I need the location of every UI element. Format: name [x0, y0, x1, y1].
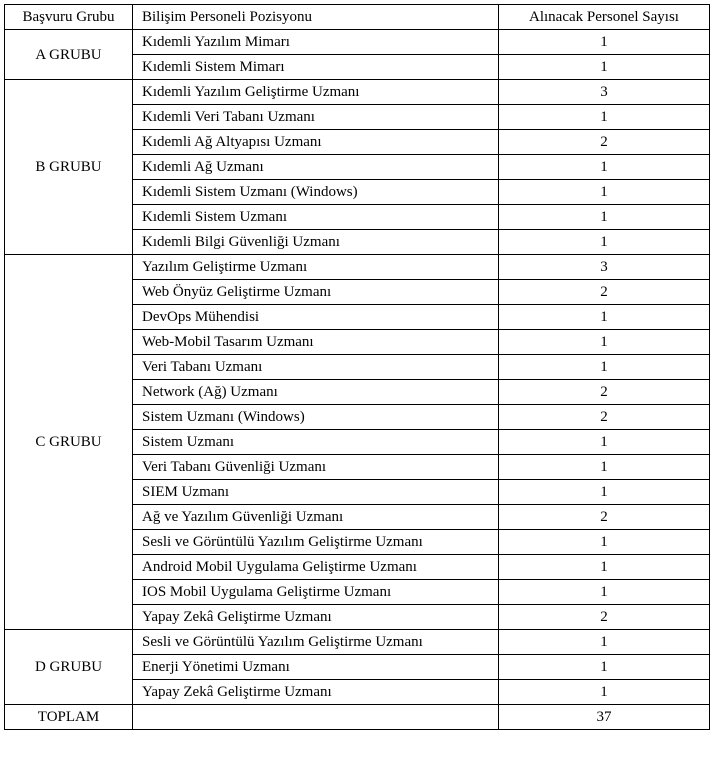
count-cell: 2	[499, 605, 710, 630]
count-cell: 1	[499, 480, 710, 505]
count-cell: 2	[499, 130, 710, 155]
count-cell: 1	[499, 530, 710, 555]
position-cell: Kıdemli Sistem Uzmanı (Windows)	[133, 180, 499, 205]
table-row	[5, 630, 710, 655]
total-empty-cell	[133, 705, 499, 730]
group-name: D GRUBU	[5, 630, 133, 705]
position-cell: Sistem Uzmanı	[133, 430, 499, 455]
count-cell: 2	[499, 380, 710, 405]
group-name: C GRUBU	[5, 255, 133, 630]
group-name: A GRUBU	[5, 30, 133, 80]
count-cell: 1	[499, 155, 710, 180]
personnel-table	[4, 4, 710, 730]
position-cell: Yapay Zekâ Geliştirme Uzmanı	[133, 680, 499, 705]
position-cell: Kıdemli Sistem Uzmanı	[133, 205, 499, 230]
count-cell: 2	[499, 505, 710, 530]
position-cell: Veri Tabanı Uzmanı	[133, 355, 499, 380]
position-cell: Sesli ve Görüntülü Yazılım Geliştirme Uzmanı	[133, 630, 499, 655]
count-cell: 1	[499, 305, 710, 330]
count-cell: 1	[499, 55, 710, 80]
header-count: Alınacak Personel Sayısı	[499, 5, 710, 30]
position-cell: IOS Mobil Uygulama Geliştirme Uzmanı	[133, 580, 499, 605]
count-cell: 1	[499, 455, 710, 480]
total-row	[5, 705, 710, 730]
count-cell: 1	[499, 430, 710, 455]
table-row	[5, 255, 710, 280]
position-cell: Kıdemli Ağ Altyapısı Uzmanı	[133, 130, 499, 155]
count-cell: 1	[499, 30, 710, 55]
position-cell: Sesli ve Görüntülü Yazılım Geliştirme Uzmanı	[133, 530, 499, 555]
position-cell: Web Önyüz Geliştirme Uzmanı	[133, 280, 499, 305]
count-cell: 2	[499, 280, 710, 305]
count-cell: 1	[499, 230, 710, 255]
count-cell: 1	[499, 580, 710, 605]
position-cell: Network (Ağ) Uzmanı	[133, 380, 499, 405]
position-cell: Sistem Uzmanı (Windows)	[133, 405, 499, 430]
total-value: 37	[499, 705, 710, 730]
count-cell: 3	[499, 80, 710, 105]
count-cell: 1	[499, 630, 710, 655]
count-cell: 1	[499, 355, 710, 380]
count-cell: 3	[499, 255, 710, 280]
position-cell: Kıdemli Yazılım Geliştirme Uzmanı	[133, 80, 499, 105]
count-cell: 1	[499, 180, 710, 205]
header-group: Başvuru Grubu	[5, 5, 133, 30]
position-cell: DevOps Mühendisi	[133, 305, 499, 330]
position-cell: SIEM Uzmanı	[133, 480, 499, 505]
position-cell: Ağ ve Yazılım Güvenliği Uzmanı	[133, 505, 499, 530]
position-cell: Kıdemli Sistem Mimarı	[133, 55, 499, 80]
position-cell: Kıdemli Bilgi Güvenliği Uzmanı	[133, 230, 499, 255]
total-label: TOPLAM	[5, 705, 133, 730]
count-cell: 1	[499, 555, 710, 580]
position-cell: Yazılım Geliştirme Uzmanı	[133, 255, 499, 280]
table-row	[5, 80, 710, 105]
count-cell: 2	[499, 405, 710, 430]
table-row	[5, 30, 710, 55]
position-cell: Kıdemli Yazılım Mimarı	[133, 30, 499, 55]
position-cell: Web-Mobil Tasarım Uzmanı	[133, 330, 499, 355]
count-cell: 1	[499, 105, 710, 130]
table-body	[5, 30, 710, 705]
count-cell: 1	[499, 655, 710, 680]
count-cell: 1	[499, 330, 710, 355]
position-cell: Android Mobil Uygulama Geliştirme Uzmanı	[133, 555, 499, 580]
group-name: B GRUBU	[5, 80, 133, 255]
position-cell: Veri Tabanı Güvenliği Uzmanı	[133, 455, 499, 480]
position-cell: Yapay Zekâ Geliştirme Uzmanı	[133, 605, 499, 630]
position-cell: Kıdemli Ağ Uzmanı	[133, 155, 499, 180]
position-cell: Enerji Yönetimi Uzmanı	[133, 655, 499, 680]
header-row	[5, 5, 710, 30]
header-position: Bilişim Personeli Pozisyonu	[133, 5, 499, 30]
position-cell: Kıdemli Veri Tabanı Uzmanı	[133, 105, 499, 130]
count-cell: 1	[499, 205, 710, 230]
count-cell: 1	[499, 680, 710, 705]
